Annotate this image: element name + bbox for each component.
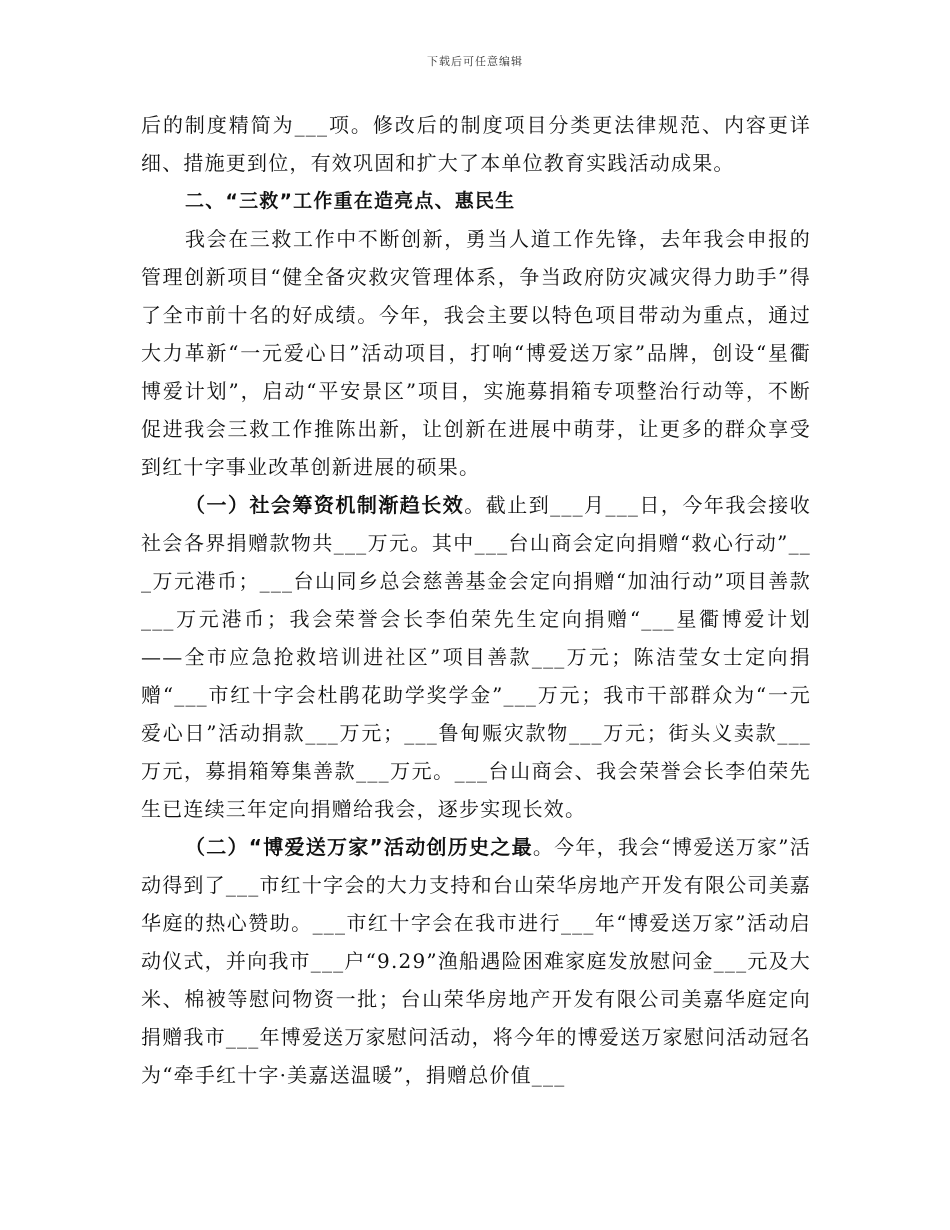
paragraph-activity-body: 。今年，我会“博爱送万家”活动得到了___市红十字会的大力支持和台山荣华房地产开发有限公司美嘉华庭的热心赞助。___市红十字会在我市进行___年“博爱送万家”活动启动仪式，并向我市___户“9.29”渔船遇险困难家庭发放慰问金___元及大米、棉被等慰问物资一批；台山荣华房地产开发有限公司美嘉华庭定向捐赠我市___年博爱送万家慰问活动，将今年的博爱送万家慰问活动冠名为“牵手红十字·美嘉送温暖”，捐赠总价值___ xyxy=(141,835,811,1087)
paragraph-activity xyxy=(141,828,811,1094)
subheading-activity: （二）“博爱送万家”活动创历史之最 xyxy=(185,835,533,859)
paragraph-intro: 后的制度精简为___项。修改后的制度项目分类更法律规范、内容更详细、措施更到位，有效巩固和扩大了本单位教育实践活动成果。 xyxy=(141,113,811,175)
document-body xyxy=(141,106,811,1094)
paragraph-fundraising xyxy=(141,486,811,828)
paragraph-innovation: 我会在三救工作中不断创新，勇当人道工作先锋，去年我会申报的管理创新项目“健全备灾救灾管理体系，争当政府防灾减灾得力助手”得了全市前十名的好成绩。今年，我会主要以特色项目带动为重点，通过大力革新“一元爱心日”活动项目，打响“博爱送万家”品牌，创设“星衢博爱计划”，启动“平安景区”项目，实施募捐箱专项整治行动等，不断促进我会三救工作推陈出新，让创新在进展中萌芽，让更多的群众享受到红十字事业改革创新进展的硕果。 xyxy=(141,227,811,479)
subheading-fundraising: （一）社会筹资机制渐趋长效 xyxy=(185,493,465,517)
page-header: 下载后可任意编辑 xyxy=(427,55,523,68)
section-heading: 二、“三救”工作重在造亮点、惠民生 xyxy=(185,190,516,212)
paragraph-fundraising-body: 。截止到___月___日，今年我会接收社会各界捐赠款物共___万元。其中___台山商会定向捐赠“救心行动”___万元港币；___台山同乡总会慈善基金会定向捐赠“加油行动”项目善款___万元港币；我会荣誉会长李伯荣先生定向捐赠“___星衢博爱计划——全市应急抢救培训进社区”项目善款___万元；陈洁莹女士定向捐赠“___市红十字会杜鹃花助学奖学金”___万元；我市干部群众为“一元爱心日”活动捐款___万元；___鲁甸赈灾款物___万元；街头义卖款___万元，募捐箱筹集善款___万元。___台山商会、我会荣誉会长李伯荣先生已连续三年定向捐赠给我会，逐步实现长效。 xyxy=(141,493,811,821)
